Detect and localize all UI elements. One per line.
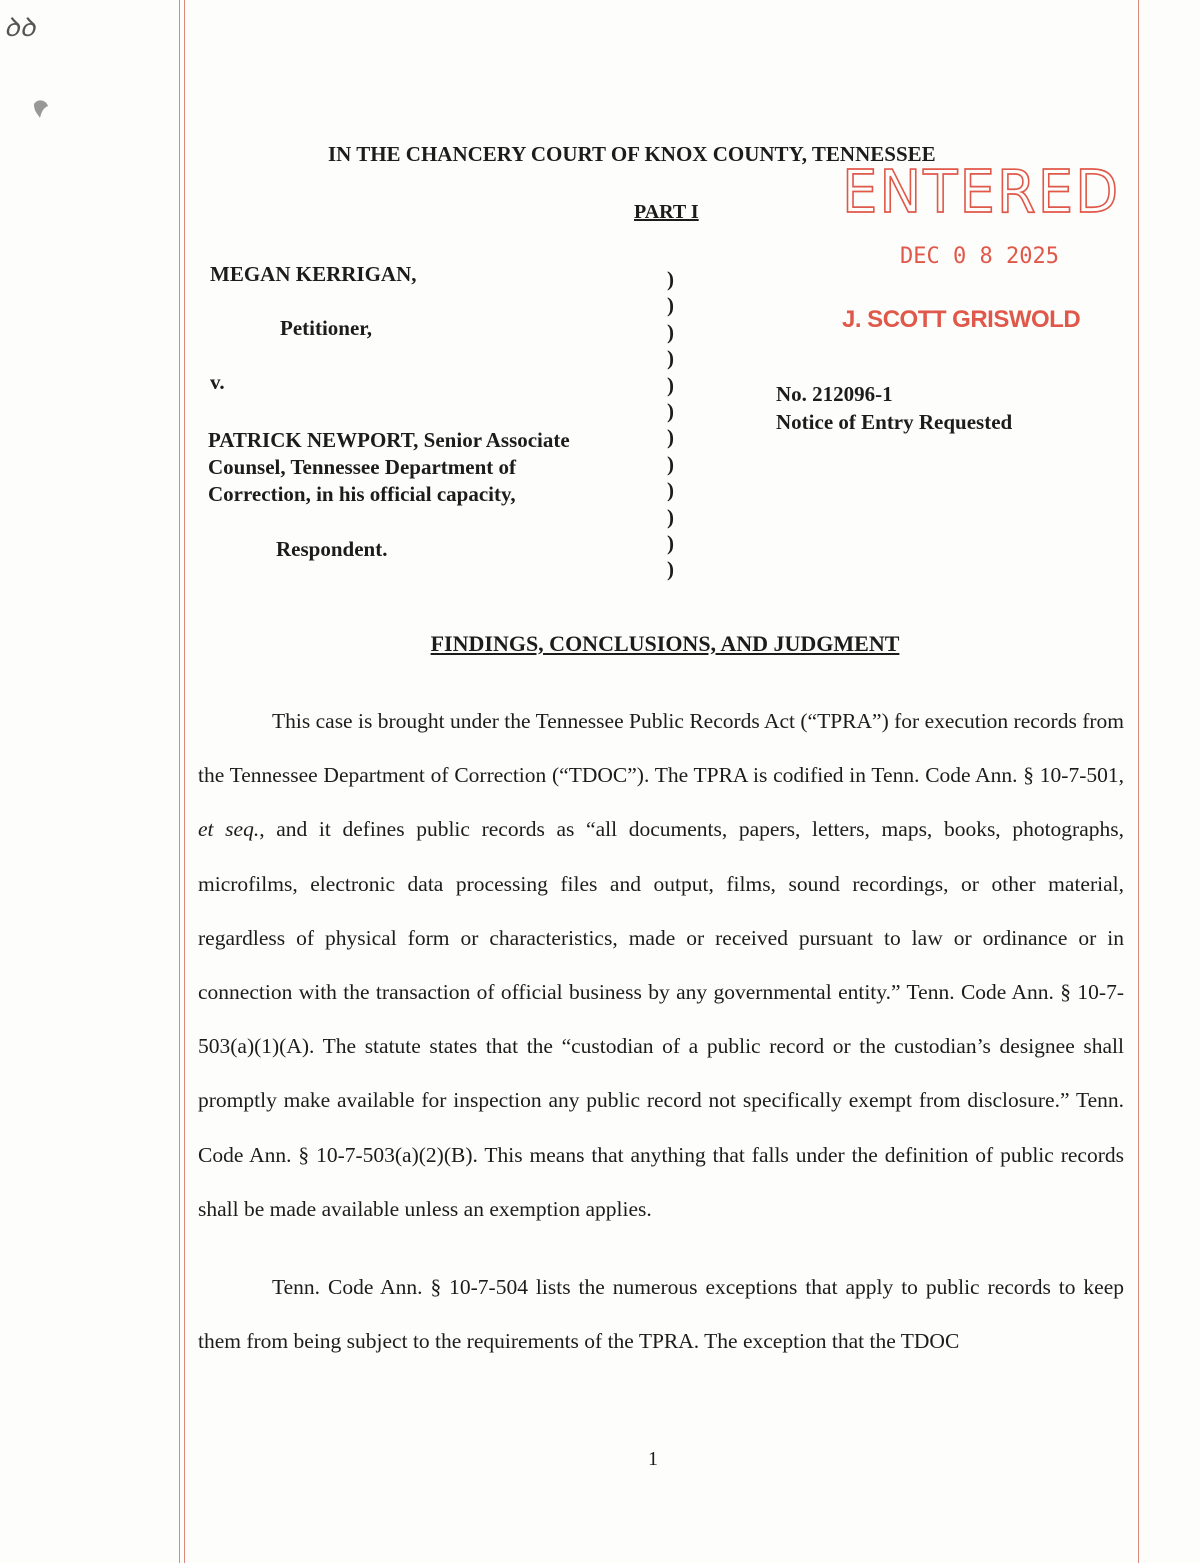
case-info [776,380,1012,436]
page-number: 1 [648,1448,658,1470]
left-margin-line-inner [184,0,185,1563]
right-margin-line [1138,0,1139,1563]
paragraph-1-part-a: This case is brought under the Tennessee Public Records Act (“TPRA”) for execution records from the Tennessee Department of Correction (“TDOC”). The TPRA is codified in Tenn. Code Ann. § 10-7-501, [198,709,1124,788]
paren: ) [667,372,674,397]
document-heading: FINDINGS, CONCLUSIONS, AND JUDGMENT [430,631,900,656]
paren: ) [667,531,674,556]
petitioner-name: MEGAN KERRIGAN, [210,262,417,286]
paren: ) [667,478,674,503]
paren: ) [667,504,674,529]
petitioner-role: Petitioner, [280,316,372,340]
paren: ) [667,293,674,318]
respondent-role: Respondent. [276,537,388,561]
paragraph-1 [198,694,1124,1236]
left-margin-line-outer [179,0,180,1563]
stamp-date: DEC 0 8 2025 [900,244,1059,269]
respondent-line-2: Counsel, Tennessee Department of [208,455,516,479]
paragraph-1-part-b: , and it defines public records as “all documents, papers, letters, maps, books, photographs, microfilms, electronic data processing files and output, films, sound recordings, or other material, regardless of physical form or characteristics, made or received pursuant to law or ordinance or in connection with the transaction of official business by any governmental entity.” Tenn. Code Ann. § 10-7-503(a)(1)(A). The statute states that the “custodian of a public record or the custodian’s designee shall promptly make available for inspection any public record not specifically exempt from disclosure.” Tenn. Code Ann. § 10-7-503(a)(2)(B). This means that anything that falls under the definition of public records shall be made available unless an exemption applies. [198,817,1124,1221]
handwritten-initials: ꝺꝺ [4,13,36,42]
paragraph-2: Tenn. Code Ann. § 10-7-504 lists the numerous exceptions that apply to public records to keep them from being subject to the requirements of the TPRA. The exception that the TDOC [198,1275,1124,1354]
paren: ) [667,319,674,344]
versus: v. [210,370,225,394]
stamp-clerk-name: J. SCOTT GRISWOLD [842,306,1081,333]
paren: ) [667,425,674,450]
caption-parentheses [667,266,683,583]
entered-stamp: ENTERED [842,158,1121,227]
respondent-line-3: Correction, in his official capacity, [208,482,516,506]
notice-of-entry: Notice of Entry Requested [776,410,1013,434]
respondent-line-1: PATRICK NEWPORT, Senior Associate [208,428,570,452]
ink-smudge [30,96,52,126]
case-number: No. 212096-1 [776,382,893,406]
paren: ) [667,346,674,371]
body-text [198,694,1124,1368]
et-seq-italic: et seq. [198,817,260,842]
paren: ) [667,399,674,424]
paren: ) [667,267,674,291]
part-label: PART I [634,201,699,223]
paren: ) [667,557,674,582]
paren: ) [667,451,674,476]
court-title: IN THE CHANCERY COURT OF KNOX COUNTY, TENNESSEE [328,142,936,166]
